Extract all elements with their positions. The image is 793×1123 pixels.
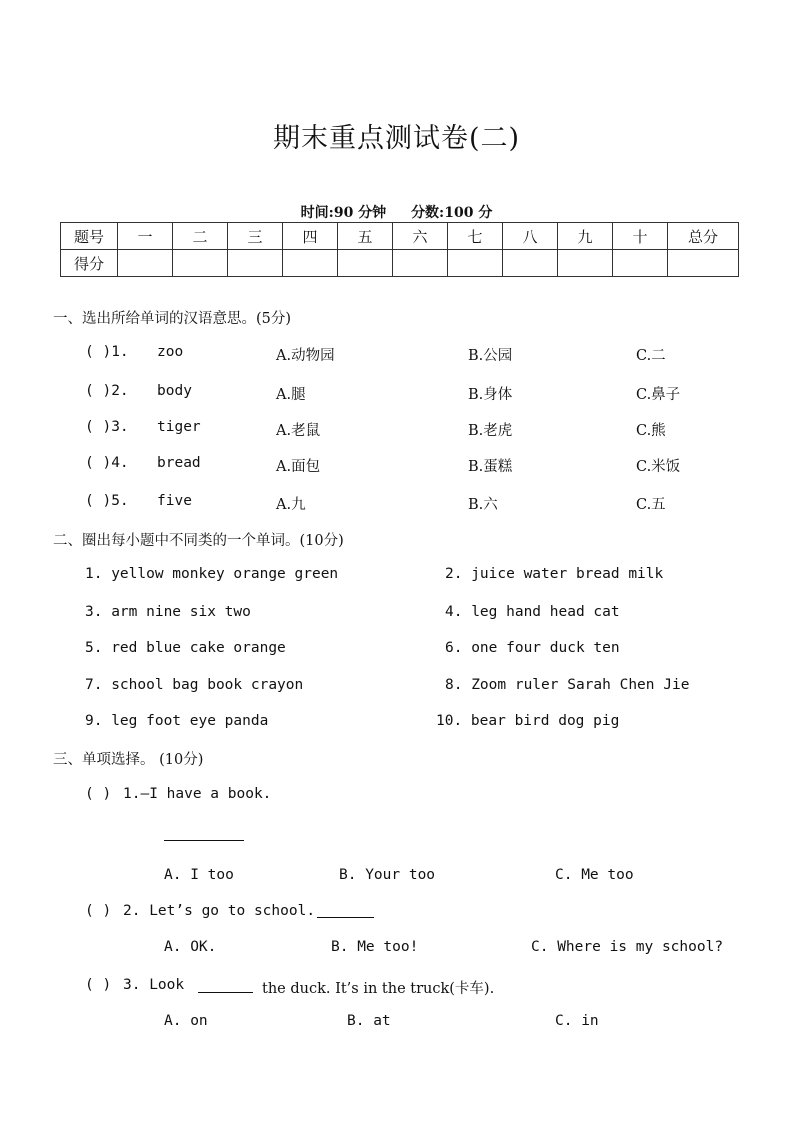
word-group-item[interactable]: 4. leg hand head cat xyxy=(445,604,620,620)
score-header-cell: 十 xyxy=(613,223,668,250)
option-c: C.二 xyxy=(636,348,666,364)
score-input-cell[interactable] xyxy=(228,250,283,277)
option-a: A.老鼠 xyxy=(276,423,321,439)
answer-paren[interactable]: ( )4. xyxy=(85,455,129,471)
answer-paren[interactable]: ( )3. xyxy=(85,419,129,435)
option-b: B. Me too! xyxy=(331,939,419,955)
vocab-word: zoo xyxy=(157,344,184,360)
score-header-cell: 四 xyxy=(283,223,338,250)
section-3-heading: 三、单项选择。 (10分) xyxy=(53,752,204,768)
option-b: B.蛋糕 xyxy=(468,459,513,475)
exam-total-score: 分数:100 分 xyxy=(411,205,493,221)
score-table-header-row xyxy=(61,223,739,250)
answer-blank-line[interactable] xyxy=(198,992,253,993)
option-a: A.九 xyxy=(276,497,306,513)
score-header-cell: 二 xyxy=(173,223,228,250)
option-b: B.老虎 xyxy=(468,423,513,439)
word-group-item[interactable]: 6. one four duck ten xyxy=(445,640,620,656)
word-group-item[interactable]: 10. bear bird dog pig xyxy=(436,713,620,729)
option-c: C.米饭 xyxy=(636,459,681,475)
option-b: B.公园 xyxy=(468,348,513,364)
option-b: B. at xyxy=(347,1013,391,1029)
score-header-cell: 一 xyxy=(118,223,173,250)
option-c: C.五 xyxy=(636,497,666,513)
answer-blank-line[interactable] xyxy=(164,840,244,841)
vocab-word: five xyxy=(157,493,192,509)
score-table xyxy=(60,222,739,277)
section-1-heading: 一、选出所给单词的汉语意思。(5分) xyxy=(53,311,292,327)
section-2-heading: 二、圈出每小题中不同类的一个单词。(10分) xyxy=(53,533,344,549)
score-input-cell[interactable] xyxy=(503,250,558,277)
word-group-item[interactable]: 3. arm nine six two xyxy=(85,604,251,620)
option-c: C.鼻子 xyxy=(636,387,681,403)
score-header-cell: 题号 xyxy=(61,223,118,250)
word-group-item[interactable]: 1. yellow monkey orange green xyxy=(85,566,339,582)
answer-paren[interactable]: ( )5. xyxy=(85,493,129,509)
score-input-cell[interactable] xyxy=(393,250,448,277)
option-c: C. Where is my school? xyxy=(531,939,724,955)
score-input-cell[interactable] xyxy=(283,250,338,277)
word-group-item[interactable]: 5. red blue cake orange xyxy=(85,640,286,656)
word-group-item[interactable]: 7. school bag book crayon xyxy=(85,677,304,693)
score-input-cell[interactable] xyxy=(118,250,173,277)
answer-paren[interactable]: ( ) xyxy=(85,903,112,919)
question-stem-end: the duck. It’s in the truck(卡车). xyxy=(262,981,495,997)
score-input-cell[interactable] xyxy=(338,250,393,277)
answer-paren[interactable]: ( )2. xyxy=(85,383,129,399)
option-a: A.腿 xyxy=(276,387,306,403)
score-header-cell: 五 xyxy=(338,223,393,250)
question-stem-start: 3. Look xyxy=(123,977,185,993)
option-c: C.熊 xyxy=(636,423,666,439)
option-a: A. OK. xyxy=(164,939,217,955)
question-stem: 1.—I have a book. xyxy=(123,786,272,802)
option-a: A. on xyxy=(164,1013,208,1029)
exam-meta xyxy=(0,202,793,222)
score-input-cell[interactable] xyxy=(613,250,668,277)
answer-paren[interactable]: ( ) xyxy=(85,977,112,993)
score-header-cell: 三 xyxy=(228,223,283,250)
word-group-item[interactable]: 9. leg foot eye panda xyxy=(85,713,269,729)
score-input-cell[interactable] xyxy=(173,250,228,277)
question-stem: 2. Let’s go to school. xyxy=(123,903,316,919)
exam-time: 时间:90 分钟 xyxy=(300,205,387,221)
word-group-item[interactable]: 2. juice water bread milk xyxy=(445,566,664,582)
score-header-cell: 六 xyxy=(393,223,448,250)
vocab-word: bread xyxy=(157,455,201,471)
score-input-cell[interactable] xyxy=(558,250,613,277)
score-input-cell[interactable] xyxy=(668,250,739,277)
score-table-score-row xyxy=(61,250,739,277)
score-header-cell: 八 xyxy=(503,223,558,250)
option-a: A.面包 xyxy=(276,459,321,475)
option-a: A. I too xyxy=(164,867,234,883)
score-row-label: 得分 xyxy=(61,250,118,277)
vocab-word: body xyxy=(157,383,192,399)
score-input-cell[interactable] xyxy=(448,250,503,277)
option-c: C. Me too xyxy=(555,867,634,883)
answer-paren[interactable]: ( )1. xyxy=(85,344,129,360)
option-b: B. Your too xyxy=(339,867,436,883)
option-b: B.身体 xyxy=(468,387,513,403)
score-header-cell: 九 xyxy=(558,223,613,250)
option-a: A.动物园 xyxy=(276,348,335,364)
word-group-item[interactable]: 8. Zoom ruler Sarah Chen Jie xyxy=(445,677,690,693)
score-header-cell: 总分 xyxy=(668,223,739,250)
vocab-word: tiger xyxy=(157,419,201,435)
answer-blank-line[interactable] xyxy=(317,917,374,918)
option-b: B.六 xyxy=(468,497,498,513)
answer-paren[interactable]: ( ) xyxy=(85,786,112,802)
score-header-cell: 七 xyxy=(448,223,503,250)
option-c: C. in xyxy=(555,1013,599,1029)
page-title: 期末重点测试卷(二) xyxy=(272,123,521,154)
